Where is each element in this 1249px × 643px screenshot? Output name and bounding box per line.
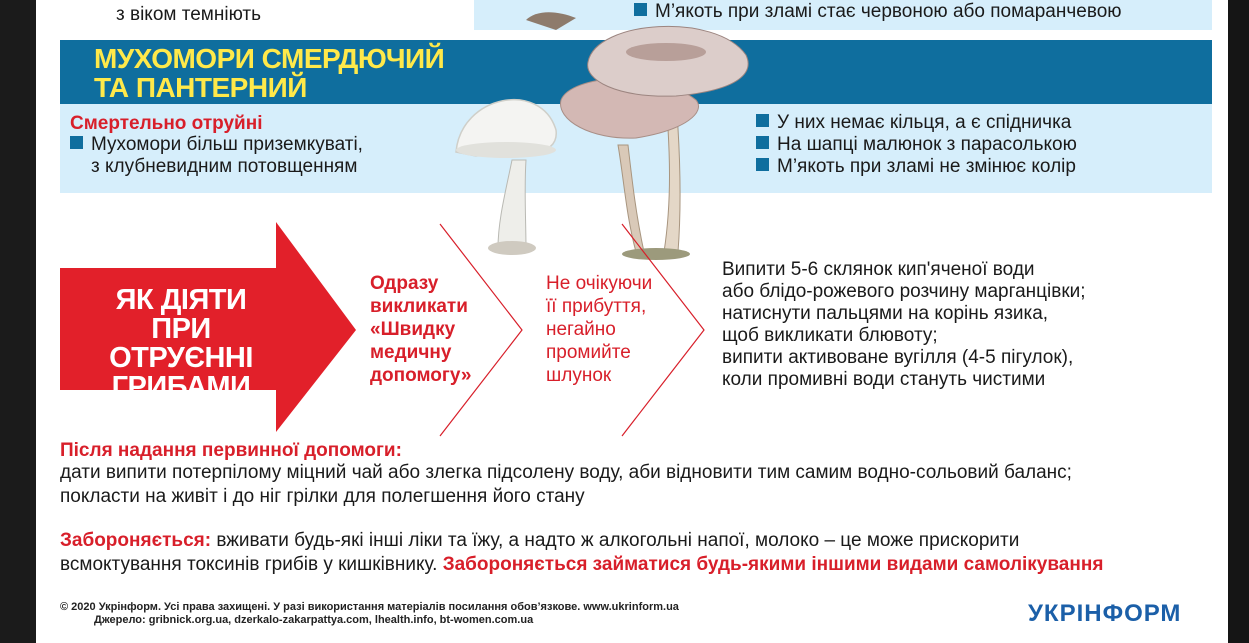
step2-line: негайно	[546, 319, 616, 340]
left-info-item-line2: з клубневидним потовщенням	[91, 156, 358, 177]
step1-line: «Швидку	[370, 319, 456, 340]
step2-line: Не очікуючи	[546, 273, 653, 294]
arrow-title-line3: ГРИБАМИ	[111, 371, 251, 403]
step1-line: викликати	[370, 296, 468, 317]
step1-line: допомогу»	[370, 365, 472, 386]
ukrinform-logo: УКРІНФОРМ	[1028, 600, 1182, 627]
forbidden-text1: вживати будь-які інші ліки та їжу, а надто ж алкогольні напої, молоко – це може прискорити	[211, 530, 1020, 551]
after-aid-heading: Після надання первинної допомоги:	[60, 440, 402, 461]
infographic-page	[36, 0, 1228, 643]
after-aid-line1: дати випити потерпілому міцний чай або злегка підсолену воду, аби відновити тим самим водно-сольовий баланс;	[60, 462, 1072, 483]
arrow-title-line2: ПРИ ОТРУЄННІ	[109, 313, 253, 374]
forbidden-emphasis: Забороняється займатися будь-якими іншими видами самолікування	[442, 554, 1104, 575]
footer-copyright: © 2020 Укрінформ. Усі права захищені. У разі використання матеріалів посилання обов’язкове. www.ukrinform.ua	[60, 601, 679, 613]
left-info-item-line1: Мухомори більш приземкуваті,	[91, 134, 363, 155]
forbidden-label: Забороняється:	[60, 530, 212, 551]
step2-line: шлунок	[546, 365, 612, 386]
arrow-title-line1: ЯК ДІЯТИ	[115, 284, 247, 316]
right-info-item-text: М’якоть при зламі не змінює колір	[777, 156, 1076, 177]
step1-line: Одразу	[370, 273, 439, 294]
parasol-mushrooms	[561, 26, 749, 260]
forbidden-paragraph	[60, 529, 1210, 577]
step3-line: або блідо-рожевого розчину марганцівки;	[722, 281, 1086, 302]
step3-line: випити активоване вугілля (4-5 пігулок),	[722, 347, 1074, 368]
danger-label: Смертельно отруйні	[70, 113, 263, 134]
arrow-title	[76, 286, 286, 402]
forbidden-line1	[60, 529, 1210, 553]
step3-line: коли промивні води стануть чистими	[722, 369, 1046, 390]
step2-line: промийте	[546, 342, 631, 363]
right-info-item-text: На шапці малюнок з парасолькою	[777, 134, 1077, 155]
step-call-ambulance	[370, 272, 471, 387]
step3-line: Випити 5-6 склянок кип'яченої води	[722, 259, 1035, 280]
forbidden-text2: всмоктування токсинів грибів у кишківнику.	[60, 554, 443, 575]
footer-sources: Джерело: gribnick.org.ua, dzerkalo-zakarpattya.com, lhealth.info, bt-women.com.ua	[94, 614, 534, 626]
section-title-line2: ТА ПАНТЕРНИЙ	[94, 72, 307, 103]
top-right-item-text: М’якоть при зламі стає червоною або помаранчевою	[655, 1, 1122, 22]
after-aid-text	[60, 461, 1210, 509]
step-rinse-stomach	[546, 272, 652, 387]
step3-line: натиснути пальцями на корінь язика,	[722, 303, 1049, 324]
step2-line: її прибуття,	[546, 296, 647, 317]
white-mushroom	[456, 100, 556, 255]
top-left-text-line: з віком темніють	[116, 4, 262, 25]
step3-line: щоб викликати блювоту;	[722, 325, 938, 346]
forbidden-line2	[60, 553, 1210, 577]
step1-line: медичну	[370, 342, 452, 363]
right-dark-edge	[1228, 0, 1249, 643]
after-aid-line2: покласти на живіт і до ніг грілки для полегшення його стану	[60, 486, 585, 507]
step-instructions	[722, 259, 1086, 391]
section-title-line1: МУХОМОРИ СМЕРДЮЧИЙ	[94, 43, 445, 74]
right-info-item-text: У них немає кільця, а є спідничка	[777, 112, 1072, 133]
